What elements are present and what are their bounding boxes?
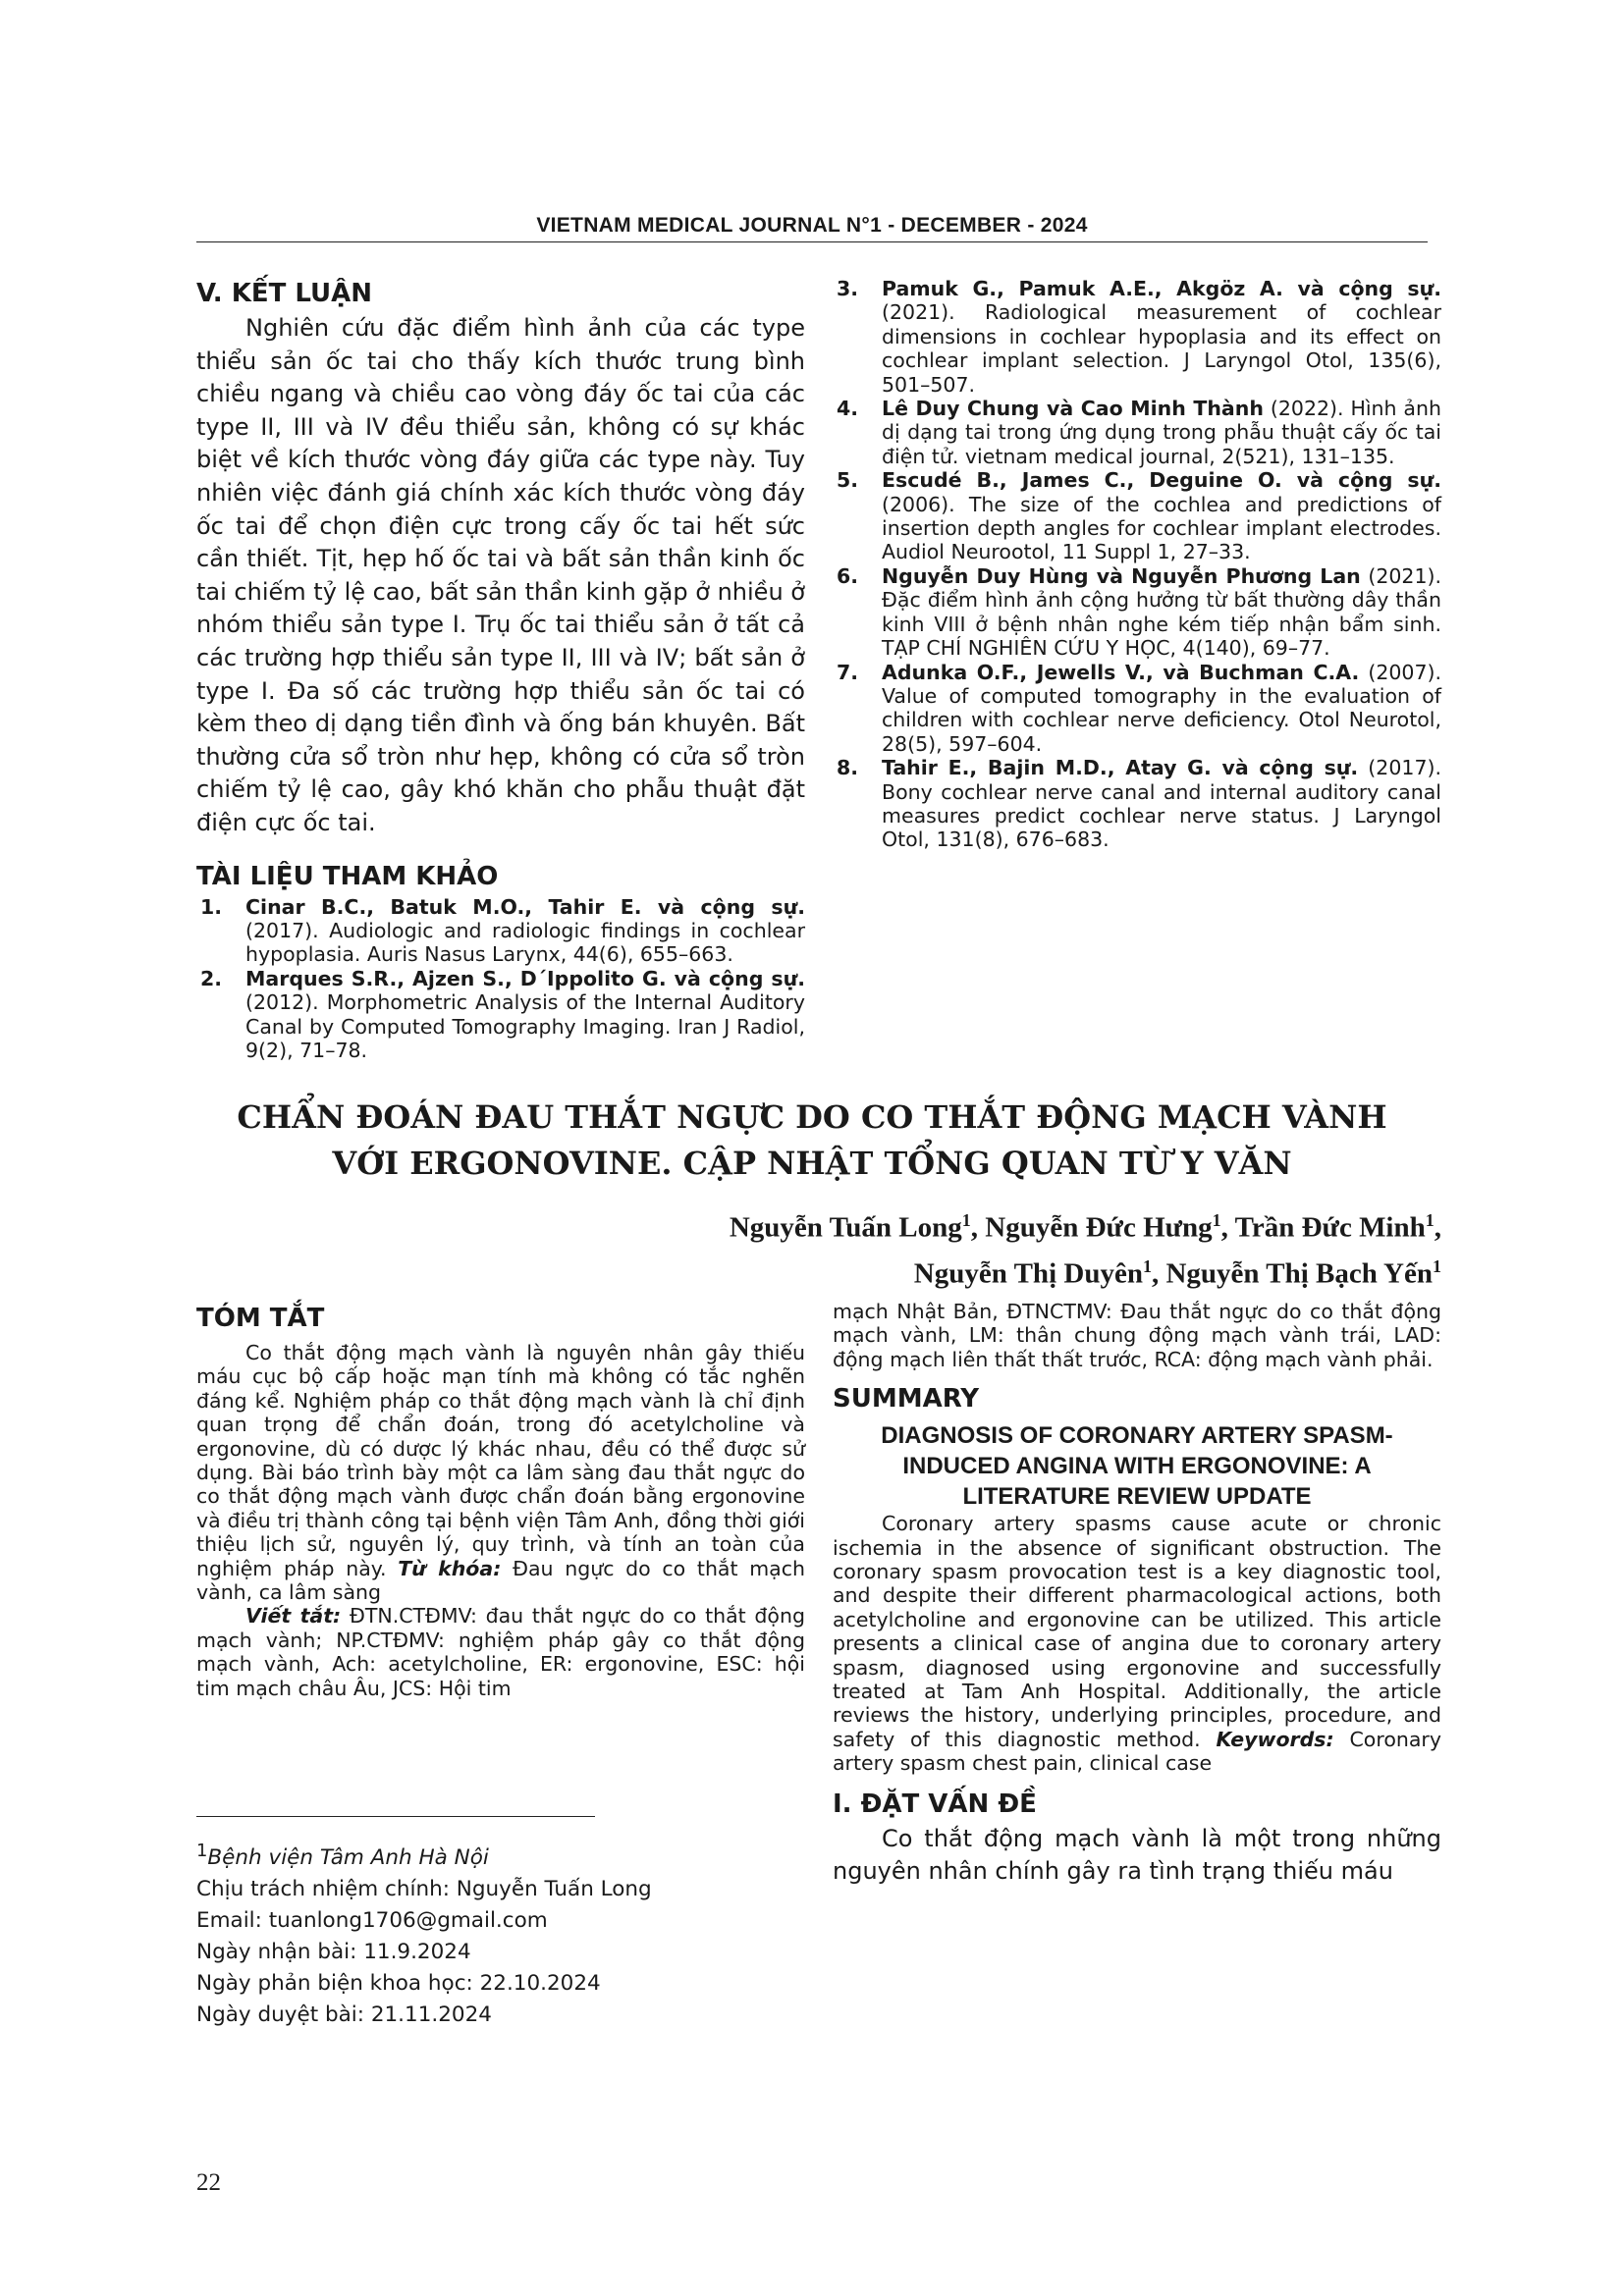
author-separator: ,: [1151, 1257, 1166, 1290]
abbreviations-label: Viết tắt:: [245, 1604, 342, 1629]
reference-item: [196, 895, 805, 967]
author-separator: ,: [1434, 1211, 1441, 1244]
right-column-lower: [833, 1300, 1441, 1889]
abstract-vi-body: Co thắt động mạch vành là nguyên nhân gây thiếu máu cục bộ cấp hoặc mạn tính mà không có tắc nghẽn đáng kể. Nghiệm pháp co thắt động mạch vành là chỉ định quan trọng để chẩn đoán, trong đó acetylcholine và ergonovine, dù có dược lý khác nhau, đều có thể được sử dụng. Bài báo trình bày một ca lâm sàng đau thắt ngực do co thắt động mạch vành được chẩn đoán bằng ergonovine và điều trị thành công tại bệnh viện Tâm Anh, đồng thời giới thiệu lịch sử, nguyên lý, quy trình, và tính an toàn của nghiệm pháp này.: [196, 1341, 805, 1580]
abstract-vi-section: [196, 1302, 805, 1700]
footnote-rule: [196, 1816, 595, 1817]
reference-authors: Nguyễn Duy Hùng và Nguyễn Phương Lan: [882, 563, 1361, 588]
author-name: Nguyễn Tuấn Long: [729, 1211, 962, 1244]
abbreviations-left: ĐTN.CTĐMV: đau thắt ngực do co thắt động mạch vành; NP.CTĐMV: nghiệm pháp gây co thắt động mạch vành, Ach: acetylcholine, ER: ergonovine, ESC: hội tim mạch châu Âu, JCS: Hội tim: [196, 1604, 805, 1700]
conclusion-text: Nghiên cứu đặc điểm hình ảnh của các type thiểu sản ốc tai cho thấy kích thước trung bình chiều ngang và chiều cao vòng đáy ốc tai của các type II, III và IV đều thiểu sản, không có sự khác biệt về kích thước vòng đáy giữa các type này. Tuy nhiên việc đánh giá chính xác kích thước vòng đáy ốc tai để chọn điện cực trong cấy ốc tai hết sức cần thiết. Tịt, hẹp hố ốc tai và bất sản thần kinh ốc tai chiếm tỷ lệ cao, bất sản thần kinh gặp ở nhiều ở nhóm thiểu sản type I. Trụ ốc tai thiểu sản ở tất cả các trường hợp thiểu sản type II, III và IV; bất sản ở type I. Đa số các trường hợp thiểu sản ốc tai có kèm theo dị dạng tiền đình và ống bán khuyên. Bất thường cửa sổ tròn như hẹp, không có cửa sổ tròn chiếm tỷ lệ cao, gây khó khăn cho phẫu thuật đặt điện cực ốc tai.: [196, 314, 805, 836]
reference-number: 1.: [200, 894, 223, 919]
summary-title: DIAGNOSIS OF CORONARY ARTERY SPASM-INDUCED ANGINA WITH ERGONOVINE: A LITERATURE REVIEW UPDATE: [881, 1422, 1393, 1511]
reference-number: 8.: [837, 756, 859, 780]
reference-item: [833, 661, 1441, 757]
footnote-received: Ngày nhận bài: 11.9.2024: [196, 1940, 471, 1965]
article-title-line-2: VỚI ERGONOVINE. CẬP NHẬT TỔNG QUAN TỪ Y VĂN: [332, 1145, 1292, 1182]
summary-keywords: Coronary artery spasm chest pain, clinical case: [833, 1727, 1441, 1776]
page-number: 22: [196, 2169, 221, 2196]
author-affiliation-mark: 1: [1142, 1255, 1152, 1276]
abbreviations-text: [196, 1604, 805, 1700]
running-header: VIETNAM MEDICAL JOURNAL N°1 - DECEMBER - 2024: [536, 214, 1088, 237]
summary-body: Coronary artery spasms cause acute or chronic ischemia in the absence of significant obstruction. The coronary spasm provocation test is a key diagnostic tool, and despite their different pharmacological actions, both acetylcholine and ergonovine can be utilized. This article presents a clinical case of angina due to coronary artery spasm, diagnosed using ergonovine and successfully treated at Tam Anh Hospital. Additionally, the article reviews the history, underlying principles, procedure, and safety of this diagnostic method.: [833, 1512, 1441, 1751]
conclusion-heading: V. KẾT LUẬN: [196, 279, 373, 308]
author-name: Nguyễn Thị Duyên: [913, 1257, 1143, 1290]
author-separator: ,: [970, 1211, 986, 1244]
reference-number: 3.: [837, 277, 859, 300]
abbreviations-continued: mạch Nhật Bản, ĐTNCTMV: Đau thắt ngực do co thắt động mạch vành, LM: thân chung động mạch vành trái, LAD: động mạch liên thất thất trước, RCA: động mạch vành phải.: [833, 1300, 1441, 1371]
article-title: [196, 1095, 1428, 1187]
reference-item: [833, 756, 1441, 852]
reference-number: 7.: [837, 660, 859, 684]
reference-details: (2007). Value of computed tomography in the evaluation of children with cochlear nerve deficiency. Otol Neurotol, 28(5), 597–604.: [882, 660, 1442, 756]
footnote-corresponding: Chịu trách nhiệm chính: Nguyễn Tuấn Long: [196, 1877, 652, 1902]
references-list-left: [196, 895, 805, 1063]
summary-text: [833, 1512, 1441, 1775]
author-line-1: [730, 1201, 1441, 1248]
abstract-vi-keywords-label: Từ khóa:: [398, 1556, 502, 1580]
summary-heading: SUMMARY: [833, 1384, 980, 1415]
author-line-2: [730, 1248, 1441, 1294]
reference-number: 6.: [837, 563, 859, 588]
footnote-accepted: Ngày duyệt bài: 21.11.2024: [196, 2002, 492, 2028]
reference-item: [833, 468, 1441, 564]
reference-authors: Tahir E., Bajin M.D., Atay G. và cộng sự.: [882, 756, 1359, 780]
footnote-affiliation: [196, 1836, 805, 1874]
reference-details: (2017). Bony cochlear nerve canal and internal auditory canal measures predict cochlear nerve status. J Laryngol Otol, 131(8), 676–683.: [882, 756, 1441, 852]
reference-details: (2022). Hình ảnh dị dạng tai trong ứng dụng trong phẫu thuật cấy ốc tai điện tử. vietnam medical journal, 2(521), 131–135.: [882, 397, 1441, 468]
introduction-text: Co thắt động mạch vành là một trong những nguyên nhân chính gây ra tình trạng thiếu máu: [833, 1824, 1441, 1886]
reference-item: [833, 277, 1441, 397]
introduction-heading: I. ĐẶT VẤN ĐỀ: [833, 1789, 1037, 1819]
reference-number: 4.: [837, 397, 859, 421]
reference-details: (2006). The size of the cochlea and predictions of insertion depth angles for cochlear implant electrodes. Audiol Neurootol, 11 Suppl 1, 27–33.: [882, 492, 1441, 564]
reference-authors: Cinar B.C., Batuk M.O., Tahir E. và cộng sự.: [245, 894, 805, 919]
reference-authors: Marques S.R., Ajzen S., D´Ippolito G. và cộng sự.: [245, 966, 805, 990]
abstract-vi-text: [196, 1341, 805, 1604]
header-rule: [196, 241, 1428, 242]
abstract-vi-heading: TÓM TẮT: [196, 1304, 325, 1333]
abstract-vi-keywords: Đau ngực do co thắt mạch vành, ca lâm sàng: [196, 1556, 806, 1605]
author-affiliation-mark: 1: [1425, 1210, 1435, 1230]
footnote: [196, 1836, 805, 2031]
reference-item: [196, 967, 805, 1063]
article-title-line-1: CHẨN ĐOÁN ĐAU THẮT NGỰC DO CO THẮT ĐỘNG MẠCH VÀNH: [237, 1098, 1387, 1136]
author-list: [730, 1201, 1441, 1293]
reference-authors: Lê Duy Chung và Cao Minh Thành: [882, 397, 1264, 421]
footnote-email: Email: tuanlong1706@gmail.com: [196, 1908, 548, 1934]
conclusion-section: [196, 277, 805, 1062]
footnote-affiliation-mark: 1: [196, 1841, 208, 1861]
author-affiliation-mark: 1: [1433, 1255, 1441, 1276]
references-heading: TÀI LIỆU THAM KHẢO: [196, 861, 499, 891]
reference-number: 2.: [200, 966, 223, 990]
reference-details: (2021). Đặc điểm hình ảnh cộng hưởng từ bất thường dây thần kinh VIII ở bệnh nhân nghe kém tiếp nhận bẩm sinh. TẠP CHÍ NGHIÊN CỨU Y HỌC, 4(140), 69–77.: [882, 563, 1442, 661]
reference-details: (2012). Morphometric Analysis of the Internal Auditory Canal by Computed Tomography Imaging. Iran J Radiol, 9(2), 71–78.: [245, 990, 805, 1062]
references-list-right: [833, 277, 1441, 852]
reference-number: 5.: [837, 468, 859, 493]
footnote-affiliation-text: Bệnh viện Tâm Anh Hà Nội: [207, 1845, 489, 1871]
author-name: Trần Đức Minh: [1234, 1211, 1426, 1244]
reference-details: (2017). Audiologic and radiologic findings in cochlear hypoplasia. Auris Nasus Larynx, 44(6), 655–663.: [245, 918, 805, 967]
author-affiliation-mark: 1: [1212, 1210, 1221, 1230]
summary-keywords-label: Keywords:: [1216, 1727, 1334, 1751]
author-name: Nguyễn Thị Bạch Yến: [1165, 1257, 1433, 1290]
author-name: Nguyễn Đức Hưng: [985, 1211, 1213, 1244]
reference-item: [833, 397, 1441, 468]
reference-details: (2021). Radiological measurement of cochlear dimensions in cochlear hypoplasia and its effect on cochlear implant selection. J Laryngol Otol, 135(6), 501–507.: [882, 300, 1441, 397]
author-separator: ,: [1220, 1211, 1235, 1244]
reference-authors: Escudé B., James C., Deguine O. và cộng sự.: [882, 468, 1441, 493]
footnote-reviewed: Ngày phản biện khoa học: 22.10.2024: [196, 1971, 601, 1997]
reference-authors: Adunka O.F., Jewells V., và Buchman C.A.: [882, 660, 1360, 684]
reference-item: [833, 564, 1441, 661]
reference-authors: Pamuk G., Pamuk A.E., Akgöz A. và cộng sự.: [882, 277, 1441, 300]
author-affiliation-mark: 1: [961, 1210, 971, 1230]
